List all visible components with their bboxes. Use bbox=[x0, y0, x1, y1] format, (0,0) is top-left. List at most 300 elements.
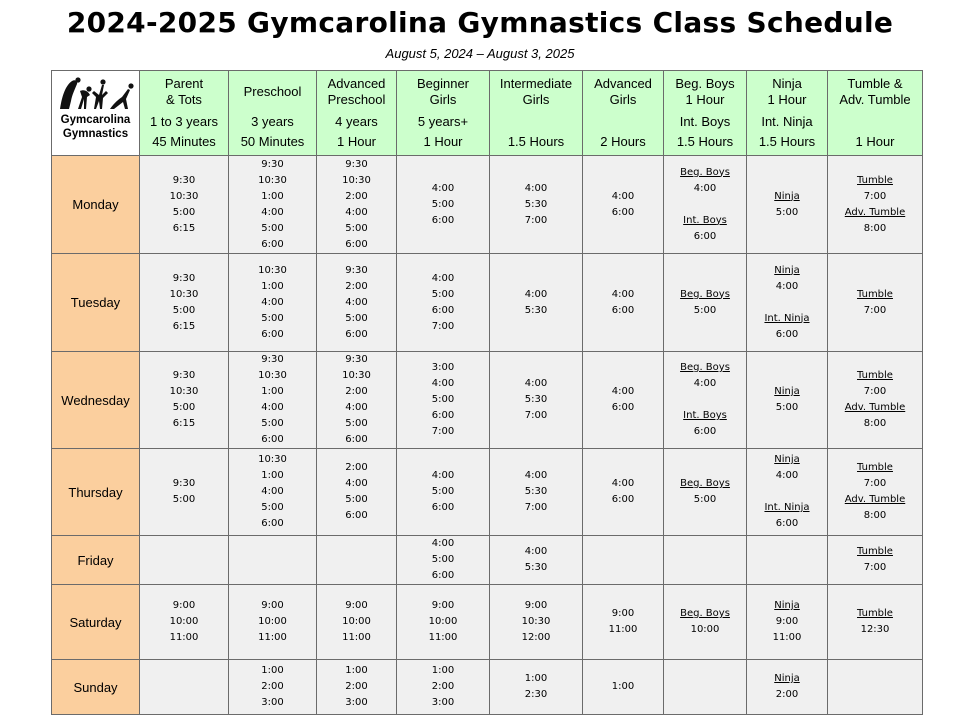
schedule-cell bbox=[140, 585, 229, 660]
class-time: 9:30 bbox=[261, 354, 284, 365]
schedule-row-saturday bbox=[52, 585, 923, 660]
class-label: Beg. Boys bbox=[680, 478, 730, 489]
class-time: 9:00 bbox=[345, 600, 368, 611]
schedule-cell bbox=[828, 449, 923, 536]
class-time: 6:00 bbox=[345, 238, 368, 250]
class-time: 7:00 bbox=[524, 410, 548, 421]
class-time: 1:00 bbox=[431, 665, 455, 676]
class-time: 2:00 bbox=[345, 280, 368, 292]
col-name-line: Preschool bbox=[327, 92, 386, 107]
schedule-cell bbox=[828, 536, 923, 585]
col-header-ninja bbox=[747, 71, 828, 156]
schedule-row-thursday bbox=[52, 449, 923, 536]
class-time: 5:00 bbox=[172, 402, 196, 413]
class-time: 5:00 bbox=[345, 222, 368, 234]
class-time: 11:00 bbox=[169, 632, 199, 643]
class-time: 3:00 bbox=[431, 362, 455, 373]
class-time: 6:00 bbox=[611, 206, 635, 218]
class-time: 4:00 bbox=[345, 296, 368, 308]
spacer bbox=[664, 197, 746, 213]
col-duration: 45 Minutes bbox=[152, 134, 216, 149]
class-time: 7:00 bbox=[524, 214, 548, 226]
class-time: 5:00 bbox=[431, 554, 455, 565]
class-time: 1:00 bbox=[611, 681, 635, 692]
class-label: Tumble bbox=[857, 546, 893, 557]
col-name-line: Adv. Tumble bbox=[839, 92, 911, 107]
class-time: 10:30 bbox=[258, 264, 287, 276]
schedule-cell bbox=[490, 156, 583, 254]
schedule-cell bbox=[317, 352, 397, 449]
class-label: Int. Ninja bbox=[764, 502, 810, 513]
logo-text-line2: Gymnastics bbox=[62, 128, 129, 140]
class-time: 11:00 bbox=[608, 624, 638, 635]
class-time: 9:30 bbox=[345, 158, 368, 170]
class-time: 6:00 bbox=[261, 238, 284, 250]
col-name-line: Ninja bbox=[772, 76, 802, 91]
class-time: 5:00 bbox=[431, 288, 455, 300]
class-time: 5:00 bbox=[261, 418, 284, 429]
schedule-row-tuesday bbox=[52, 254, 923, 352]
schedule-cell bbox=[397, 660, 490, 715]
day-label: Monday bbox=[52, 156, 140, 254]
schedule-cell bbox=[828, 254, 923, 352]
class-label: Ninja bbox=[774, 264, 800, 276]
schedule-cell bbox=[828, 660, 923, 715]
class-time: 6:00 bbox=[611, 304, 635, 316]
col-duration: 1 Hour bbox=[336, 134, 377, 149]
class-time: 9:00 bbox=[431, 600, 455, 611]
class-time: 4:00 bbox=[345, 402, 368, 413]
col-name-line: Preschool bbox=[243, 84, 302, 99]
class-time: 1:00 bbox=[261, 665, 284, 676]
class-time: 6:00 bbox=[431, 502, 455, 513]
col-name-line: Beg. Boys bbox=[675, 76, 735, 91]
schedule-cell bbox=[664, 536, 747, 585]
day-label: Wednesday bbox=[52, 352, 140, 449]
class-time: 6:00 bbox=[775, 518, 799, 529]
col-header-advanced-girls bbox=[583, 71, 664, 156]
class-time: 6:00 bbox=[693, 230, 717, 242]
class-time: 5:00 bbox=[431, 198, 455, 210]
class-time: 4:00 bbox=[693, 378, 717, 389]
class-time: 9:30 bbox=[345, 354, 368, 365]
schedule-cell bbox=[583, 536, 664, 585]
col-name-line: Beginner bbox=[416, 76, 470, 91]
schedule-cell bbox=[828, 585, 923, 660]
schedule-cell bbox=[747, 536, 828, 585]
class-time: 5:00 bbox=[775, 206, 799, 218]
schedule-cell bbox=[490, 449, 583, 536]
class-time: 6:00 bbox=[611, 402, 635, 413]
col-header-advanced-preschool bbox=[317, 71, 397, 156]
class-time: 6:00 bbox=[261, 434, 284, 445]
col-header-preschool bbox=[229, 71, 317, 156]
class-time: 6:00 bbox=[693, 426, 717, 437]
schedule-table bbox=[51, 70, 923, 715]
class-label: Ninja bbox=[774, 454, 800, 465]
schedule-cell bbox=[583, 156, 664, 254]
class-time: 4:00 bbox=[775, 280, 799, 292]
schedule-cell bbox=[229, 352, 317, 449]
class-label: Ninja bbox=[774, 600, 800, 611]
col-name-line: Advanced bbox=[594, 76, 652, 91]
class-time: 4:00 bbox=[611, 190, 635, 202]
class-time: 6:00 bbox=[775, 328, 799, 340]
class-time: 7:00 bbox=[863, 386, 887, 397]
schedule-cell bbox=[140, 156, 229, 254]
class-time: 5:00 bbox=[261, 502, 284, 513]
schedule-cell bbox=[490, 585, 583, 660]
class-time: 8:00 bbox=[863, 418, 887, 429]
class-label: Int. Ninja bbox=[764, 312, 810, 324]
class-time: 5:00 bbox=[693, 494, 717, 505]
class-time: 4:00 bbox=[345, 206, 368, 218]
schedule-cell bbox=[229, 254, 317, 352]
class-time: 6:00 bbox=[431, 304, 455, 316]
spacer bbox=[747, 295, 827, 311]
class-time: 10:30 bbox=[521, 616, 551, 627]
class-time: 4:00 bbox=[431, 470, 455, 481]
logo-text-line1: Gymcarolina bbox=[60, 114, 131, 126]
class-time: 4:00 bbox=[431, 272, 455, 284]
class-time: 11:00 bbox=[258, 632, 287, 643]
class-time: 4:00 bbox=[693, 182, 717, 194]
class-time: 5:30 bbox=[524, 562, 548, 573]
class-time: 1:00 bbox=[345, 665, 368, 676]
schedule-cell bbox=[490, 254, 583, 352]
class-time: 9:00 bbox=[261, 600, 284, 611]
class-time: 10:30 bbox=[342, 174, 371, 186]
schedule-cell bbox=[317, 585, 397, 660]
schedule-cell bbox=[583, 352, 664, 449]
class-time: 10:30 bbox=[169, 386, 199, 397]
class-time: 4:00 bbox=[524, 470, 548, 481]
class-time: 6:00 bbox=[431, 410, 455, 421]
class-time: 4:00 bbox=[524, 182, 548, 194]
class-time: 1:00 bbox=[261, 280, 284, 292]
class-label: Adv. Tumble bbox=[844, 494, 906, 505]
class-time: 10:30 bbox=[258, 174, 287, 186]
class-time: 4:00 bbox=[345, 478, 368, 489]
schedule-cell bbox=[140, 536, 229, 585]
schedule-cell bbox=[140, 254, 229, 352]
class-time: 10:30 bbox=[169, 288, 199, 300]
class-time: 10:00 bbox=[258, 616, 287, 627]
schedule-cell bbox=[664, 585, 747, 660]
class-time: 5:30 bbox=[524, 198, 548, 210]
schedule-cell bbox=[747, 156, 828, 254]
schedule-cell bbox=[828, 352, 923, 449]
schedule-cell bbox=[397, 449, 490, 536]
class-time: 6:00 bbox=[345, 328, 368, 340]
class-time: 11:00 bbox=[342, 632, 371, 643]
class-time: 1:00 bbox=[261, 190, 284, 202]
class-time: 12:00 bbox=[521, 632, 551, 643]
class-time: 6:00 bbox=[611, 494, 635, 505]
class-time: 5:00 bbox=[261, 222, 284, 234]
col-header-beginner-girls bbox=[397, 71, 490, 156]
class-time: 3:00 bbox=[345, 697, 368, 708]
schedule-cell bbox=[583, 449, 664, 536]
class-time: 1:00 bbox=[261, 470, 284, 481]
class-time: 2:00 bbox=[345, 462, 368, 473]
class-time: 4:00 bbox=[261, 486, 284, 497]
col-duration: 50 Minutes bbox=[240, 134, 305, 149]
schedule-cell bbox=[747, 449, 828, 536]
class-time: 2:00 bbox=[775, 689, 799, 700]
class-time: 2:00 bbox=[431, 681, 455, 692]
class-time: 3:00 bbox=[431, 697, 455, 708]
class-label: Beg. Boys bbox=[680, 362, 730, 373]
class-label: Int. Boys bbox=[683, 214, 727, 226]
page-title: 2024-2025 Gymcarolina Gymnastics Class Schedule bbox=[66, 6, 894, 39]
class-time: 6:00 bbox=[431, 570, 455, 581]
schedule-cell bbox=[229, 585, 317, 660]
class-time: 8:00 bbox=[863, 510, 887, 521]
class-time: 5:00 bbox=[172, 494, 196, 505]
schedule-cell bbox=[317, 156, 397, 254]
schedule-cell bbox=[397, 585, 490, 660]
class-time: 7:00 bbox=[431, 426, 455, 437]
class-time: 4:00 bbox=[261, 296, 284, 308]
schedule-row-monday bbox=[52, 156, 923, 254]
class-time: 5:00 bbox=[345, 418, 368, 429]
schedule-cell bbox=[583, 254, 664, 352]
col-age: 3 years bbox=[251, 114, 294, 129]
schedule-cell bbox=[317, 536, 397, 585]
class-label: Ninja bbox=[774, 673, 800, 684]
class-time: 5:00 bbox=[431, 486, 455, 497]
day-label: Tuesday bbox=[52, 254, 140, 352]
class-label: Beg. Boys bbox=[680, 288, 730, 300]
class-time: 6:00 bbox=[345, 434, 368, 445]
col-header-boys bbox=[664, 71, 747, 156]
class-time: 4:00 bbox=[524, 378, 548, 389]
schedule-cell bbox=[229, 536, 317, 585]
schedule-cell bbox=[229, 156, 317, 254]
col-name-line: Girls bbox=[522, 92, 550, 107]
class-label: Tumble bbox=[857, 462, 893, 473]
schedule-cell bbox=[317, 660, 397, 715]
class-time: 5:30 bbox=[524, 394, 548, 405]
schedule-cell bbox=[317, 449, 397, 536]
class-time: 6:15 bbox=[172, 418, 196, 429]
class-time: 5:00 bbox=[345, 494, 368, 505]
col-header-intermediate-girls bbox=[490, 71, 583, 156]
class-time: 11:00 bbox=[772, 632, 802, 643]
class-time: 9:30 bbox=[172, 272, 196, 284]
col-name-line: Girls bbox=[609, 92, 637, 107]
schedule-cell bbox=[490, 536, 583, 585]
class-time: 10:00 bbox=[690, 624, 720, 635]
class-time: 3:00 bbox=[261, 697, 284, 708]
schedule-cell bbox=[317, 254, 397, 352]
col-age: 1 to 3 years bbox=[150, 114, 218, 129]
class-time: 9:30 bbox=[172, 174, 196, 186]
schedule-cell bbox=[583, 660, 664, 715]
day-label: Friday bbox=[52, 536, 140, 585]
class-label: Int. Boys bbox=[683, 410, 727, 421]
class-time: 1:00 bbox=[261, 386, 284, 397]
schedule-cell bbox=[140, 660, 229, 715]
class-time: 2:00 bbox=[345, 190, 368, 202]
col-duration: 1.5 Hours bbox=[758, 134, 816, 149]
col-age: Int. Ninja bbox=[761, 114, 813, 129]
class-time: 9:30 bbox=[172, 370, 196, 381]
class-label: Tumble bbox=[857, 174, 893, 186]
day-label: Thursday bbox=[52, 449, 140, 536]
class-time: 5:30 bbox=[524, 304, 548, 316]
class-time: 9:00 bbox=[172, 600, 196, 611]
class-time: 5:00 bbox=[261, 312, 284, 324]
class-label: Beg. Boys bbox=[680, 166, 730, 178]
class-time: 5:00 bbox=[172, 206, 196, 218]
class-time: 9:00 bbox=[524, 600, 548, 611]
schedule-cell bbox=[490, 660, 583, 715]
class-time: 9:30 bbox=[345, 264, 368, 276]
class-time: 9:30 bbox=[261, 158, 284, 170]
class-time: 7:00 bbox=[863, 562, 887, 573]
col-age: 5 years+ bbox=[417, 114, 469, 129]
class-time: 4:00 bbox=[524, 288, 548, 300]
schedule-cell bbox=[747, 352, 828, 449]
class-time: 4:00 bbox=[431, 538, 455, 549]
class-time: 10:00 bbox=[428, 616, 458, 627]
class-time: 7:00 bbox=[431, 320, 455, 332]
class-time: 10:30 bbox=[342, 370, 371, 381]
class-time: 2:00 bbox=[345, 681, 368, 692]
class-label: Adv. Tumble bbox=[844, 402, 906, 413]
col-name-line: Tumble & bbox=[847, 76, 903, 91]
schedule-cell bbox=[397, 254, 490, 352]
class-time: 5:00 bbox=[345, 312, 368, 324]
schedule-body bbox=[52, 156, 923, 715]
class-time: 6:00 bbox=[431, 214, 455, 226]
schedule-cell bbox=[664, 352, 747, 449]
class-time: 8:00 bbox=[863, 222, 887, 234]
schedule-row-wednesday bbox=[52, 352, 923, 449]
class-time: 6:00 bbox=[345, 510, 368, 521]
day-label: Saturday bbox=[52, 585, 140, 660]
class-time: 7:00 bbox=[863, 304, 887, 316]
class-time: 2:00 bbox=[345, 386, 368, 397]
class-time: 6:00 bbox=[261, 328, 284, 340]
class-time: 6:15 bbox=[172, 320, 196, 332]
class-time: 1:00 bbox=[524, 673, 548, 684]
class-time: 2:00 bbox=[261, 681, 284, 692]
schedule-cell bbox=[229, 449, 317, 536]
class-time: 5:00 bbox=[775, 402, 799, 413]
class-time: 9:00 bbox=[775, 616, 799, 627]
schedule-cell bbox=[229, 660, 317, 715]
class-label: Tumble bbox=[857, 608, 893, 619]
gymnast-silhouettes-icon bbox=[56, 75, 136, 113]
class-time: 4:00 bbox=[431, 378, 455, 389]
col-age bbox=[583, 111, 663, 132]
class-time: 6:15 bbox=[172, 222, 196, 234]
class-time: 10:30 bbox=[258, 370, 287, 381]
class-time: 7:00 bbox=[863, 478, 887, 489]
class-time: 7:00 bbox=[524, 502, 548, 513]
spacer bbox=[747, 484, 827, 500]
col-name-line: Intermediate bbox=[499, 76, 573, 91]
schedule-cell bbox=[490, 352, 583, 449]
schedule-cell bbox=[583, 585, 664, 660]
class-time: 10:30 bbox=[169, 190, 199, 202]
schedule-row-sunday bbox=[52, 660, 923, 715]
class-time: 4:00 bbox=[261, 402, 284, 413]
col-name-line: Girls bbox=[429, 92, 457, 107]
schedule-cell bbox=[664, 254, 747, 352]
class-time: 10:00 bbox=[342, 616, 371, 627]
class-time: 6:00 bbox=[261, 518, 284, 529]
col-header-tumble bbox=[828, 71, 923, 156]
col-name-line: 1 Hour bbox=[685, 92, 725, 107]
class-time: 4:00 bbox=[524, 546, 548, 557]
class-time: 5:30 bbox=[524, 486, 548, 497]
class-time: 4:00 bbox=[611, 478, 635, 489]
spacer bbox=[664, 392, 746, 408]
schedule-cell bbox=[397, 352, 490, 449]
schedule-row-friday bbox=[52, 536, 923, 585]
class-time: 4:00 bbox=[431, 182, 455, 194]
class-label: Tumble bbox=[857, 370, 893, 381]
class-label: Ninja bbox=[774, 190, 800, 202]
col-name-line: 1 Hour bbox=[767, 92, 807, 107]
schedule-cell bbox=[664, 449, 747, 536]
class-label: Adv. Tumble bbox=[844, 206, 906, 218]
class-time: 2:30 bbox=[524, 689, 548, 700]
header-row bbox=[52, 71, 923, 156]
class-time: 10:30 bbox=[258, 454, 287, 465]
schedule-cell bbox=[747, 585, 828, 660]
class-time: 5:00 bbox=[172, 304, 196, 316]
schedule-cell bbox=[140, 352, 229, 449]
class-time: 7:00 bbox=[863, 190, 887, 202]
col-duration: 1.5 Hours bbox=[507, 134, 565, 149]
schedule-cell bbox=[140, 449, 229, 536]
schedule-cell bbox=[747, 254, 828, 352]
schedule-cell bbox=[828, 156, 923, 254]
schedule-cell bbox=[664, 156, 747, 254]
class-time: 11:00 bbox=[428, 632, 458, 643]
schedule-cell bbox=[397, 156, 490, 254]
col-duration: 2 Hours bbox=[600, 134, 646, 149]
col-name-line: & Tots bbox=[166, 92, 202, 107]
class-time: 5:00 bbox=[431, 394, 455, 405]
class-time: 4:00 bbox=[775, 470, 799, 481]
col-age: 4 years bbox=[335, 114, 378, 129]
col-age bbox=[828, 111, 922, 132]
col-name-line: Parent bbox=[164, 76, 204, 91]
class-label: Beg. Boys bbox=[680, 608, 730, 619]
col-age: Int. Boys bbox=[679, 114, 731, 129]
col-name-line: Advanced bbox=[327, 76, 386, 91]
class-label: Ninja bbox=[774, 386, 800, 397]
day-label: Sunday bbox=[52, 660, 140, 715]
class-time: 10:00 bbox=[169, 616, 199, 627]
logo-cell bbox=[52, 71, 140, 156]
col-age bbox=[490, 111, 582, 132]
class-time: 4:00 bbox=[611, 288, 635, 300]
schedule-cell bbox=[664, 660, 747, 715]
date-range: August 5, 2024 – August 3, 2025 bbox=[385, 46, 575, 61]
class-time: 9:30 bbox=[172, 478, 196, 489]
col-duration: 1 Hour bbox=[855, 134, 895, 149]
schedule-cell bbox=[397, 536, 490, 585]
class-time: 4:00 bbox=[611, 386, 635, 397]
col-header-parent-tots bbox=[140, 71, 229, 156]
